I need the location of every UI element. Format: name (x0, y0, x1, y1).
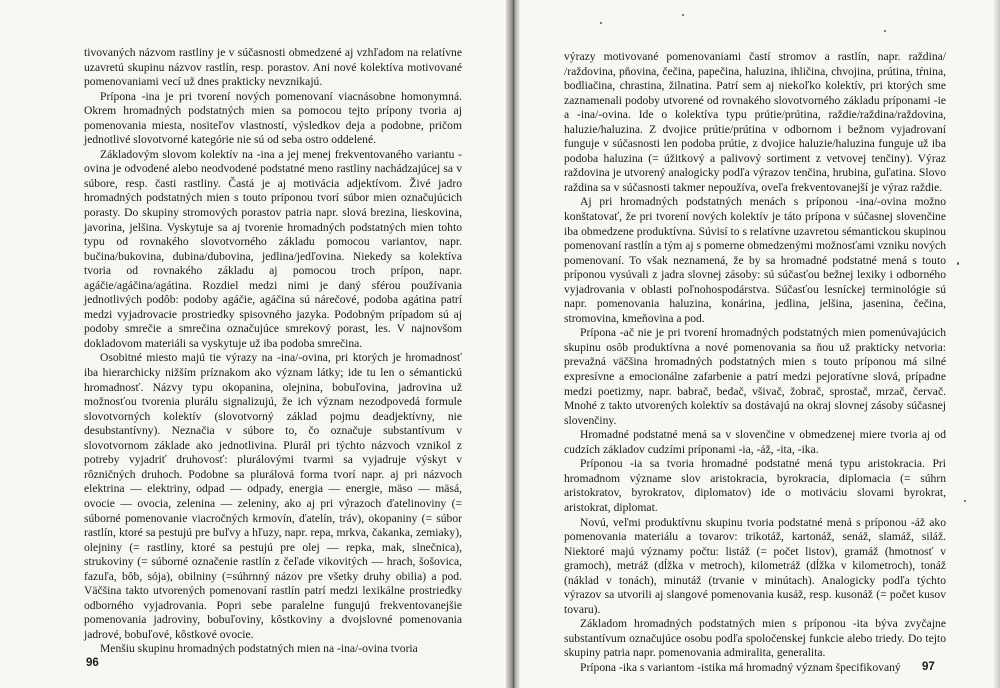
left-page-text-column (84, 46, 462, 657)
right-page-number: 97 (922, 661, 935, 673)
paragraph: Základovým slovom kolektív na -ina a jej menej frekventovaného variantu -ovina je odvodené alebo neodvodené podstatné meno rastliny nachádzajúcej sa v súbore, resp. časti rastliny. Častá je aj motivácia adjektívom. Živé jadro hromadných podstatných mien s touto príponou tvorí súbor mien označujúcich porasty. Do skupiny stromových porastov patria napr. slová brezina, lieskovina, javorina, jelšina. Vyskytuje sa aj tvorenie hromadných podstatných mien tohto typu od rovnakého slovotvorného základu pomocou variantov, napr. bučina/bukovina, dubina/dubovina, jedlina/jedľovina. Niekedy sa kolektíva tvoria od rovnakého základu aj pomocou troch prípon, napr. agáčie/agáčina/agátina. Rozdiel medzi nimi je daný sférou používania jednotlivých podôb: podoby agáčie, agáčina sú nárečové, podoba agátina patrí medzi vyjadrovacie prostriedky spisovného jazyka. Podobným prípadom sú aj podoby smrečie a smrečina označujúce smrekový porast, les. V najnovšom dokladovom materiáli sa vyskytuje už iba podoba smrečina. (84, 147, 462, 350)
paragraph: Hromadné podstatné mená sa v slovenčine v obmedzenej miere tvoria aj od cudzích základov cudzími príponami -ia, -áž, -ita, -ika. (564, 428, 946, 456)
page-edge (994, 0, 1000, 688)
print-speck (600, 22, 602, 24)
paragraph: Osobitné miesto majú tie výrazy na -ina/-ovina, pri ktorých je hromadnosť iba hierarchicky nižším príznakom ako význam látky; ide tu len o sémantickú hromadnosť. Názvy typu okopanina, olejnina, bobuľovina, jadrovina už možnosťou tvorenia plurálu signalizujú, že ich význam nezodpovedá formule slovotvorných kolektív (slovotvorný základ pojmu deadjektívny, nie desubstantívny). Neznačia v súbore to, čo označuje substantívum v slovotvornom základe ako jednotlivina. Plurál pri týchto názvoch vznikol z potreby vyjadriť druhovosť: plurálovými tvarmi sa vyjadruje výskyt v rôzničných druhoch. Podobne sa plurálová forma tvorí napr. aj pri názvoch elektrina — elektriny, odpad — odpady, energia — energie, mäso — mäsá, ovocie — ovocia, zelenina — zeleniny, ako aj pri výrazoch ďatelinoviny (= súborné pomenovanie viacročných krmovín, ďatelín, tráv), okopaniny (= súbor rastlín, ktoré sa pestujú pre buľvy a hľuzy, napr. repa, mrkva, čakanka, zemiaky), olejniny (= rastliny, ktoré sa pestujú pre olej — repka, mak, slnečnica), strukoviny (= súborné označenie rastlín z čeľade vikovitých — hrach, šošovica, fazuľa, bôb, sója), obilniny (=súhrnný názov pre všetky druhy obilia) a pod. Väčšina takto utvorených pomenovaní rastlín patrí medzi lexikálne prostriedky odborného vyjadrovania. Popri sebe paralelne fungujú frekventovanejšie pomenovania jadroviny, bobuľoviny, kôstkoviny a dvojslovné pomenovania jadrové, bobuľové, kôstkové ovocie. (84, 351, 462, 641)
paragraph: Menšiu skupinu hromadných podstatných mien na -ina/-ovina tvoria (100, 642, 418, 656)
paragraph: Aj pri hromadných podstatných menách s príponou -ina/-ovina možno konštatovať, že pri tvorení nových kolektív je táto prípona v súčasnej slovenčine iba obmedzene produktívna. Súvisí to s relatívne uzavretou sémantickou skupinou pomenovaní rastlín a tým aj s pomerne obmedzenými možnosťami vzniku nových pomenovaní. To však neznamená, že by sa hromadné podstatné mená s touto príponou vysúvali z jadra slovnej zásoby: sú súčasťou bežnej lexiky i odborného vyjadrovania v oblasti poľnohospodárstva. Súčasťou lesníckej terminológie sú napr. pomenovania haluzina, konárina, jedlina, jelšina, jasenina, čečina, stromovina, kmeňovina a pod. (564, 195, 946, 325)
left-page-number: 96 (86, 657, 99, 669)
paragraph: Novú, veľmi produktívnu skupinu tvoria podstatné mená s príponou -áž ako pomenovania materiálu a tovarov: trikotáž, kartonáž, senáž, slamáž, siláž. Niektoré majú významy počtu: listáž (= počet listov), gramáž (hmotnosť v gramoch), metráž (dĺžka v metroch), kilometráž (dĺžka v kilometroch), tonáž (náklad v tonách), minutáž (trvanie v minútach). Analogicky podľa týchto výrazov sa utvorili aj slangové pomenovania kusáž, resp. kusonáž (= počet kusov tovaru). (564, 515, 946, 616)
paragraph: Prípona -ika s variantom -istika má hromadný význam špecifikovaný (580, 660, 901, 674)
paragraph: Prípona -ač nie je pri tvorení hromadných podstatných mien pomenúvajúcich skupinu osôb produktívna a nové pomenovania sa ňou už prakticky netvoria: prevažná väčšina hromadných podstatných mien s touto príponou má silné expresívne a emocionálne zafarbenie a patrí medzi pejoratívne slová, prípadne medzi poetizmy, napr. babrač, bedač, všivač, žobrač, sprostač, mrzač, červač. Mnohé z takto utvorených kolektív sa dostávajú na okraj slovnej zásoby súčasnej slovenčiny. (564, 326, 946, 427)
book-gutter (506, 0, 520, 688)
print-speck (682, 14, 684, 16)
paragraph: Prípona -ina je pri tvorení nových pomenovaní viacnásobne homonymná. Okrem hromadných podstatných mien sa pomocou tejto prípony tvoria aj pomenovania miesta, nositeľov vlastností, výsledkov deja a podobne, pričom jednotlivé slovotvorné kategórie nie sú od seba ostro oddelené. (84, 89, 462, 147)
paragraph: tivovaných názvom rastliny je v súčasnosti obmedzené aj vzhľadom na relatívne uzavretú skupinu názvov rastlín, resp. porastov. Ani nové kolektíva motivované pomenovaniami vecí už dnes prakticky nevznikajú. (84, 46, 462, 89)
right-page-text-column (564, 50, 946, 676)
print-speck (957, 262, 959, 265)
print-speck (884, 30, 886, 32)
paragraph: Príponou -ia sa tvoria hromadné podstatné mená typu aristokracia. Pri hromadnom význame slov aristokracia, byrokracia, diplomacia (= súhrn aristokratov, byrokratov, diplomatov) ide o motiváciu slovami byrokrat, aristokrat, diplomat. (564, 457, 946, 514)
paragraph: výrazy motivované pomenovaniami častí stromov a rastlín, napr. raždina/ /raždovina, pňovina, čečina, papečina, haluzina, ihličina, chvojina, prútina, tŕnina, bodliačina, chrastina, žilnatina. Patrí sem aj niekoľko kolektív, pri ktorých sme zaznamenali podoby utvorené od rovnakého slovotvorného základu príponami -ie a -ina/-ovina. Ide o kolektíva typu prútie/prútina, raždie/raždina/raždovina, haluzie/haluzina. Z dvojice prútie/prútina v odbornom i bežnom vyjadrovaní funguje v súčasnosti len podoba prútie, z dvojice haluzie/haluzina funguje už iba podoba haluzina (= úžitkový a palivový sortiment z vetvovej tenčiny). Výraz raždovina je utvorený analogicky podľa výrazov tenčina, hrubina, guľatina. Slovo raždina sa v súčasnosti takmer nepoužíva, oveľa frekventovanejší je výraz raždie. (564, 50, 946, 194)
print-speck (964, 500, 966, 502)
paragraph: Základom hromadných podstatných mien s príponou -ita býva zvyčajne substantívum označujúce osobu podľa spoločenskej funkcie alebo triedy. Do tejto skupiny patria napr. pomenovania admiralita, generalita. (564, 617, 946, 660)
right-page (512, 0, 1000, 688)
